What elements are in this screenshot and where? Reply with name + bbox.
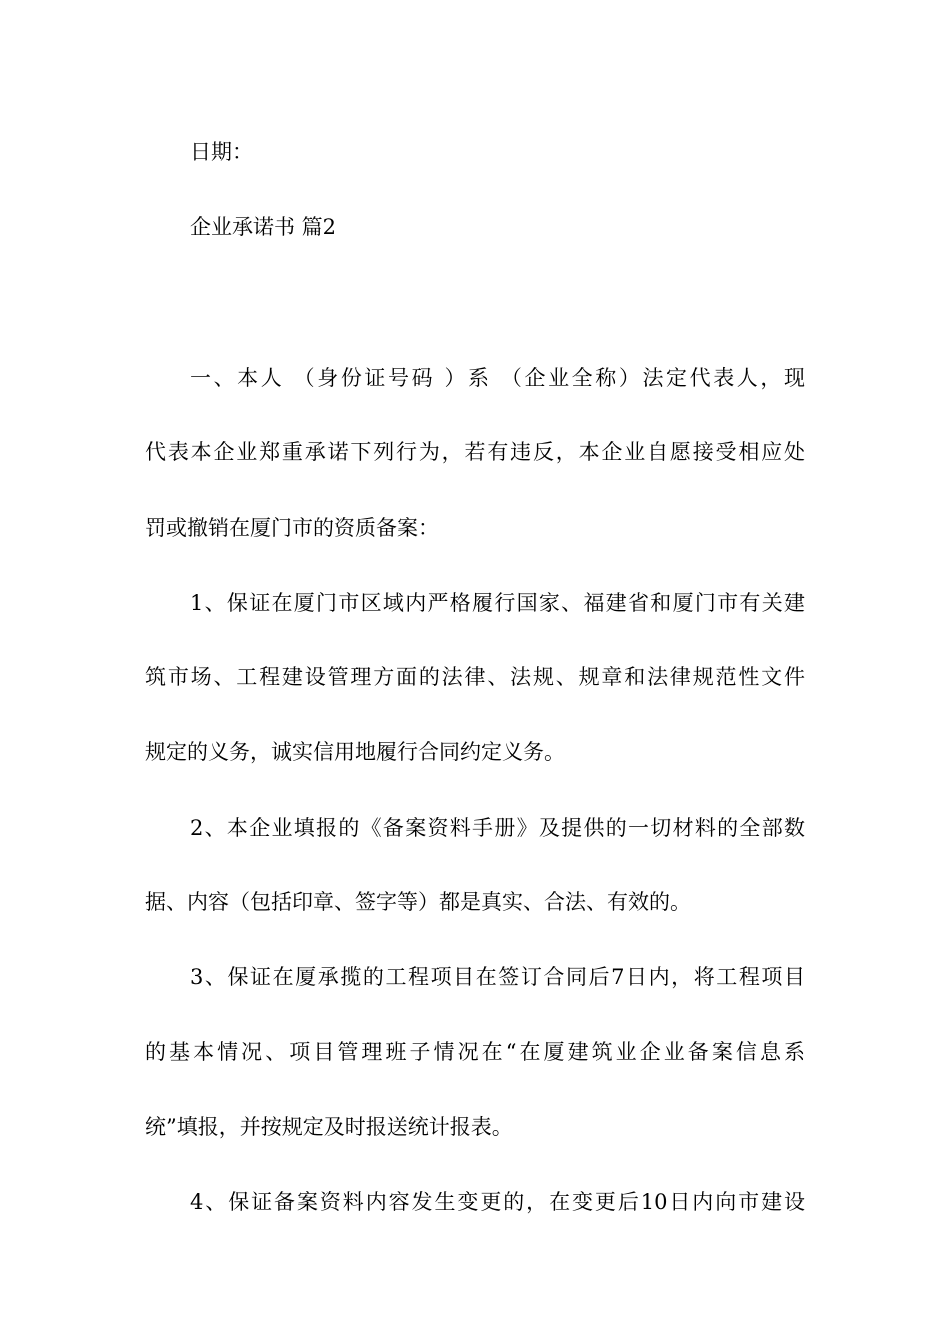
paragraph-line: 的基本情况、项目管理班子情况在“在厦建筑业企业备案信息系 — [145, 1040, 805, 1064]
paragraph-line: 筑市场、工程建设管理方面的法律、法规、规章和法律规范性文件 — [145, 665, 805, 689]
paragraph-line: 2、本企业填报的《备案资料手册》及提供的一切材料的全部数 — [190, 816, 805, 840]
paragraph-line: 一、本人 （身份证号码 ）系 （企业全称）法定代表人，现 — [190, 366, 805, 390]
paragraph-line: 1、保证在厦门市区域内严格履行国家、福建省和厦门市有关建 — [190, 591, 805, 615]
paragraph-line: 规定的义务，诚实信用地履行合同约定义务。 — [145, 740, 565, 764]
paragraph-line: 3、保证在厦承揽的工程项目在签订合同后7日内，将工程项目 — [190, 965, 805, 989]
paragraph-line: 统”填报，并按规定及时报送统计报表。 — [145, 1115, 513, 1139]
date-label: 日期： — [190, 140, 253, 164]
paragraph-line: 据、内容（包括印章、签字等）都是真实、合法、有效的。 — [145, 890, 691, 914]
paragraph-line: 4、保证备案资料内容发生变更的，在变更后10日内向市建设 — [190, 1190, 805, 1214]
section-title: 企业承诺书 篇2 — [190, 215, 337, 239]
paragraph-line: 代表本企业郑重承诺下列行为，若有违反，本企业自愿接受相应处 — [145, 440, 805, 464]
paragraph-line: 罚或撤销在厦门市的资质备案： — [145, 516, 439, 540]
